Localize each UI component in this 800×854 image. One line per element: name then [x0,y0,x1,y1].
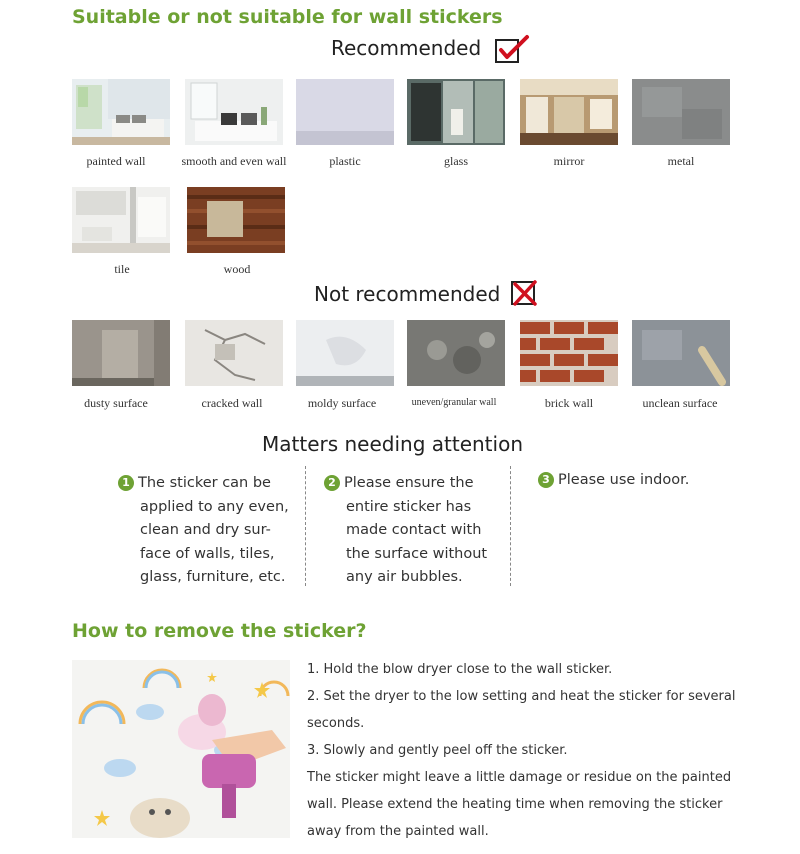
caption-smooth-wall: smooth and even wall [181,154,287,168]
note-1: 1 The sticker can be applied to any even, clean and dry sur- face of walls, tiles, glass, furniture, etc. [118,472,289,590]
cross-icon [510,278,540,308]
moldy-surface-image [296,320,394,386]
wood-image [187,187,285,253]
painted-wall-image [72,79,170,145]
unclean-surface-image [632,320,730,386]
divider-1 [305,466,306,586]
note-2: 2 Please ensure the entire sticker has made contact with the surface without any air bubbles. [324,472,487,590]
caption-cracked-wall: cracked wall [201,396,263,410]
removal-steps: 1. Hold the blow dryer close to the wall sticker. 2. Set the dryer to the low setting and heat the sticker for several seconds. 3. Slowly and gently peel off the sticker. The sticker might leave a little damage or residue on the painted wall. Please extend the heating time when removing the sticker away from the painted wall. [307,662,736,839]
removal-heading: How to remove the sticker? [72,620,367,642]
not-recommended-heading: Not recommended [314,282,501,306]
smooth-wall-image [185,79,283,145]
uneven-wall-image [407,320,505,386]
cracked-wall-image [185,320,283,386]
caption-tile: tile [114,262,130,276]
caption-dusty-surface: dusty surface [84,396,148,410]
page-title: Suitable or not suitable for wall stickers [72,6,503,28]
metal-image [632,79,730,145]
dusty-surface-image [72,320,170,386]
brick-wall-image [520,320,618,386]
caption-painted-wall: painted wall [86,154,146,168]
caption-uneven-wall: uneven/granular wall [411,397,497,408]
mirror-image [520,79,618,145]
caption-moldy-surface: moldy surface [307,396,377,410]
caption-glass: glass [444,154,468,168]
glass-image [407,79,505,145]
note-3: 3 Please use indoor. [538,469,689,493]
caption-plastic: plastic [329,154,361,168]
caption-wood: wood [223,262,251,276]
number-3-icon: 3 [538,472,554,488]
divider-2 [510,466,511,586]
caption-unclean-surface: unclean surface [642,396,718,410]
caption-brick-wall: brick wall [544,396,594,410]
tile-image [72,187,170,253]
recommended-heading: Recommended [331,36,482,60]
number-2-icon: 2 [324,475,340,491]
caption-mirror: mirror [553,154,585,168]
check-icon [494,34,530,64]
removal-illustration [72,660,290,838]
caption-metal: metal [667,154,695,168]
plastic-image [296,79,394,145]
number-1-icon: 1 [118,475,134,491]
attention-heading: Matters needing attention [262,432,523,456]
